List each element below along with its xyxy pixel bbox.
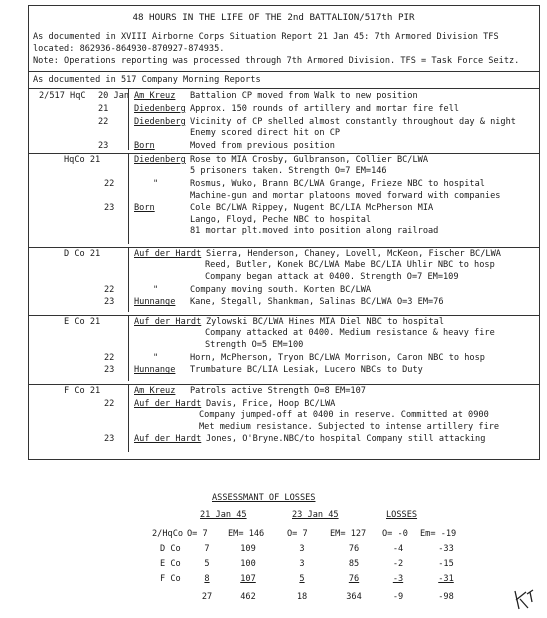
section-unit: 2/517 HqC	[39, 91, 86, 101]
entry-text: Horn, McPherson, Tryon BC/LWA Morrison, Caron NBC to hosp	[190, 352, 485, 363]
company-header: As documented in 517 Company Morning Reports	[33, 75, 261, 85]
entry-place: Hunnange	[134, 297, 176, 308]
entry-text: Zylowski BC/LWA Hines MIA Diel NBC to hospital	[206, 317, 444, 327]
losses-cell-em3: Em= -19	[420, 529, 457, 539]
entry-text: Trumbature BC/LIA Lesiak, Lucero NBCs to Duty	[190, 365, 423, 376]
section-divider	[28, 247, 540, 248]
losses-cell-em3: -15	[438, 559, 454, 569]
losses-cell-em2: 76	[348, 544, 360, 554]
entry-text: Reed, Butler, Konek BC/LWA Mabe BC/LIA Uhlir NBC to hosp	[205, 260, 495, 271]
divider-company	[28, 88, 540, 89]
losses-group-23-jan: 23 Jan 45	[292, 510, 339, 520]
losses-group-21-jan: 21 Jan 45	[200, 510, 247, 520]
entry-place: Am Kreuz	[134, 91, 176, 101]
entry-text: Davis, Frice, Hoop BC/LWA	[206, 398, 336, 409]
column-divider	[128, 89, 129, 150]
entry-text: Sierra, Henderson, Chaney, Lovell, McKeon, Fischer BC/LWA	[206, 249, 501, 259]
losses-cell-em2: EM= 127	[330, 529, 367, 539]
losses-cell-o1: 5	[204, 559, 210, 569]
losses-cell-em3: -31	[438, 574, 454, 584]
section-unit: F Co 21	[64, 386, 101, 396]
losses-cell-em1: EM= 146	[228, 529, 265, 539]
entry-day: 22	[104, 398, 115, 409]
losses-group-losses: LOSSES	[386, 510, 418, 520]
entry-place: Am Kreuz	[134, 386, 176, 396]
entry-place: Diedenberg	[134, 155, 186, 165]
losses-cell-o1: 7	[204, 544, 210, 554]
losses-cell-o1: 27	[201, 592, 213, 602]
document-title: 48 HOURS IN THE LIFE OF THE 2nd BATTALION/517th PIR	[132, 12, 415, 23]
losses-cell-o3: -3	[392, 574, 404, 584]
losses-cell-unit: D Co	[160, 544, 181, 554]
entry-text: Patrols active Strength O=8 EM=107	[190, 386, 366, 396]
entry-text: Rose to MIA Crosby, Gulbranson, Collier BC/LWA	[190, 155, 428, 165]
entry-text: 81 mortar plt.moved into position along railroad	[190, 226, 439, 236]
entry-text: Cole BC/LWA Rippey, Nugent BC/LIA McPherson MIA	[190, 203, 434, 214]
column-divider	[128, 153, 129, 244]
losses-cell-o2: 5	[299, 574, 305, 584]
entry-text: Strength O=5 EM=100	[205, 339, 304, 350]
entry-place: Auf der Hardt	[134, 398, 202, 409]
entry-text: Enemy scored direct hit on CP	[190, 128, 341, 139]
handwritten-signature	[512, 588, 538, 615]
entry-text: Lango, Floyd, Peche NBC to hospital	[190, 214, 372, 225]
entry-place: Diedenberg	[134, 116, 186, 127]
losses-cell-o3: O= -0	[382, 529, 408, 539]
entry-day: 23	[104, 365, 115, 376]
entry-text: Company began attack at 0400. Strength O=7 EM=109	[205, 271, 459, 282]
entry-text: Company jumped-off at 0400 in reserve. Committed at 0900	[199, 410, 489, 421]
section-divider	[28, 153, 540, 154]
entry-place: "	[153, 352, 159, 363]
losses-cell-unit: E Co	[160, 559, 181, 569]
losses-cell-em1: 462	[240, 592, 256, 602]
losses-cell-o3: -4	[392, 544, 404, 554]
entry-place: "	[153, 284, 159, 295]
column-divider	[128, 247, 129, 312]
entry-day: 23	[104, 434, 115, 445]
losses-cell-em2: 364	[346, 592, 362, 602]
losses-cell-em3: -98	[438, 592, 454, 602]
entry-place: Diedenberg	[134, 103, 186, 114]
corps-line-2: located: 862936-864930-870927-874935.	[33, 44, 225, 54]
entry-text: Battalion CP moved from Walk to new position	[190, 91, 418, 101]
losses-cell-o2: O= 7	[287, 529, 308, 539]
losses-cell-em1: 100	[240, 559, 256, 569]
entry-day: 23	[104, 203, 115, 214]
entry-day: 22	[104, 352, 115, 363]
losses-cell-em3: -33	[438, 544, 454, 554]
entry-text: Machine-gun and mortar platoons moved forward with companies	[190, 190, 501, 201]
corps-line-3: Note: Operations reporting was processed through 7th Armored Division. TFS = Task Force Seitz.	[33, 56, 520, 66]
section-unit: HqCo 21	[64, 155, 101, 165]
entry-day: 21	[98, 103, 109, 114]
losses-cell-o2: 3	[299, 544, 305, 554]
entry-day: 22	[98, 116, 109, 127]
column-divider	[128, 315, 129, 381]
losses-cell-unit: 2/HqCo	[152, 529, 184, 539]
entry-place: Auf der Hardt	[134, 249, 202, 259]
entry-text: Approx. 150 rounds of artillery and mortar fire fell	[190, 103, 460, 114]
losses-cell-em1: 109	[240, 544, 256, 554]
losses-cell-o2: 3	[299, 559, 305, 569]
section-divider	[28, 315, 540, 316]
entry-day: 23	[98, 141, 109, 151]
entry-text: Company attacked at 0400. Medium resistance & heavy fire	[205, 328, 495, 339]
entry-place: Auf der Hardt	[134, 317, 202, 327]
losses-cell-o1: 8	[204, 574, 210, 584]
entry-place: Born	[134, 141, 155, 151]
entry-day: 23	[104, 297, 115, 308]
divider-corps	[28, 71, 540, 72]
section-unit: D Co 21	[64, 249, 101, 259]
entry-text: 5 prisoners taken. Strength O=7 EM=146	[190, 166, 387, 177]
entry-place: Auf der Hardt	[134, 434, 202, 445]
section-divider	[28, 384, 540, 385]
entry-text: Rosmus, Wuko, Brann BC/LWA Grange, Frieze NBC to hospital	[190, 179, 485, 190]
entry-day: 20 Jan	[98, 91, 130, 101]
entry-text: Vicinity of CP shelled almost constantly throughout day & night	[190, 116, 516, 127]
entry-text: Company moving south. Korten BC/LWA	[190, 284, 372, 295]
losses-cell-unit: F Co	[160, 574, 181, 584]
corps-line-1: As documented in XVIII Airborne Corps Situation Report 21 Jan 45: 7th Armored Division TFS	[33, 32, 499, 42]
entry-place: "	[153, 179, 159, 190]
entry-day: 22	[104, 179, 115, 190]
losses-cell-em2: 85	[348, 559, 360, 569]
entry-text: Jones, O'Bryne.NBC/to hospital Company still attacking	[206, 434, 486, 445]
entry-text: Kane, Stegall, Shankman, Salinas BC/LWA O=3 EM=76	[190, 297, 444, 308]
entry-place: Born	[134, 203, 155, 214]
entry-place: Hunnange	[134, 365, 176, 376]
losses-title: ASSESSMANT OF LOSSES	[212, 493, 316, 503]
section-unit: E Co 21	[64, 317, 101, 327]
entry-day: 22	[104, 284, 115, 295]
losses-cell-o3: -2	[392, 559, 404, 569]
column-divider	[128, 384, 129, 452]
losses-cell-o2: 18	[296, 592, 308, 602]
losses-cell-o1: O= 7	[187, 529, 208, 539]
losses-cell-em1: 107	[240, 574, 256, 584]
losses-cell-o3: -9	[392, 592, 404, 602]
entry-text: Met medium resistance. Subjected to intense artillery fire	[199, 421, 500, 432]
losses-cell-em2: 76	[348, 574, 360, 584]
entry-text: Moved from previous position	[190, 141, 335, 151]
